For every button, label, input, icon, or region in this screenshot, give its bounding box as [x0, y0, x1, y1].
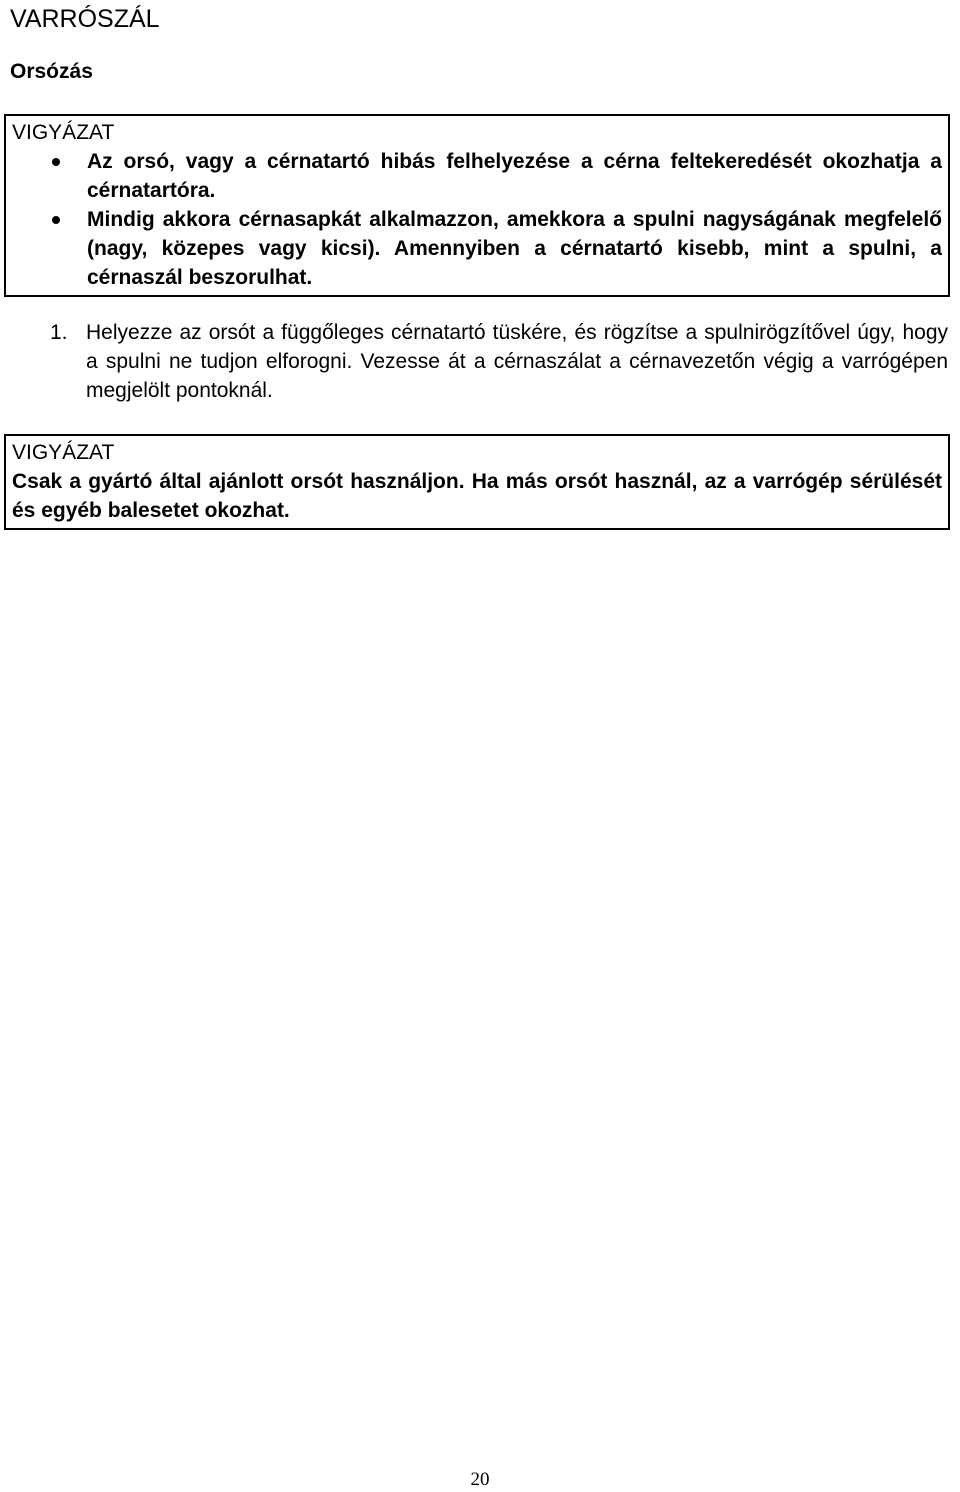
- warning-box-1: [4, 114, 950, 297]
- warning-list: [12, 147, 942, 292]
- step-text: Helyezze az orsót a függőleges cérnatartó tüskére, és rögzítse a spulnirögzítővel úgy, hogy a spulni ne tudjon elforogni. Vezesse át a cérnaszálat a cérnavezetőn végig a varrógépen megjelölt pontoknál.: [86, 321, 948, 402]
- warning-item-1-text: Az orsó, vagy a cérnatartó hibás felhelyezése a cérna feltekeredését okozhatja a cérnatartóra.: [87, 150, 942, 202]
- warning-item-1: [12, 147, 942, 205]
- page-title: VARRÓSZÁL: [10, 5, 160, 33]
- section-title: Orsózás: [10, 60, 93, 83]
- step-1: [50, 318, 948, 405]
- bullet-icon: [52, 158, 60, 166]
- warning-label-1: VIGYÁZAT: [12, 121, 115, 144]
- page-number: 20: [470, 1469, 490, 1490]
- warning-item-2-tail: Amennyiben a cérnatartó kisebb, mint a spulni, a cérnaszál beszorulhat.: [87, 237, 942, 289]
- warning-label-2: VIGYÁZAT: [12, 441, 115, 464]
- warning-box-2: [4, 434, 950, 530]
- bullet-icon: [52, 216, 60, 224]
- step-number: 1.: [50, 321, 68, 344]
- warning-item-2: [12, 205, 942, 292]
- warning-2-text: Csak a gyártó által ajánlott orsót használjon. Ha más orsót használ, az a varrógép sérülését és egyéb balesetet okozhat.: [12, 470, 942, 522]
- warning-item-2-text: Mindig akkora cérnasapkát alkalmazzon, amekkora a spulni nagyságának megfelelő (nagy, közepes vagy kicsi).: [87, 208, 942, 260]
